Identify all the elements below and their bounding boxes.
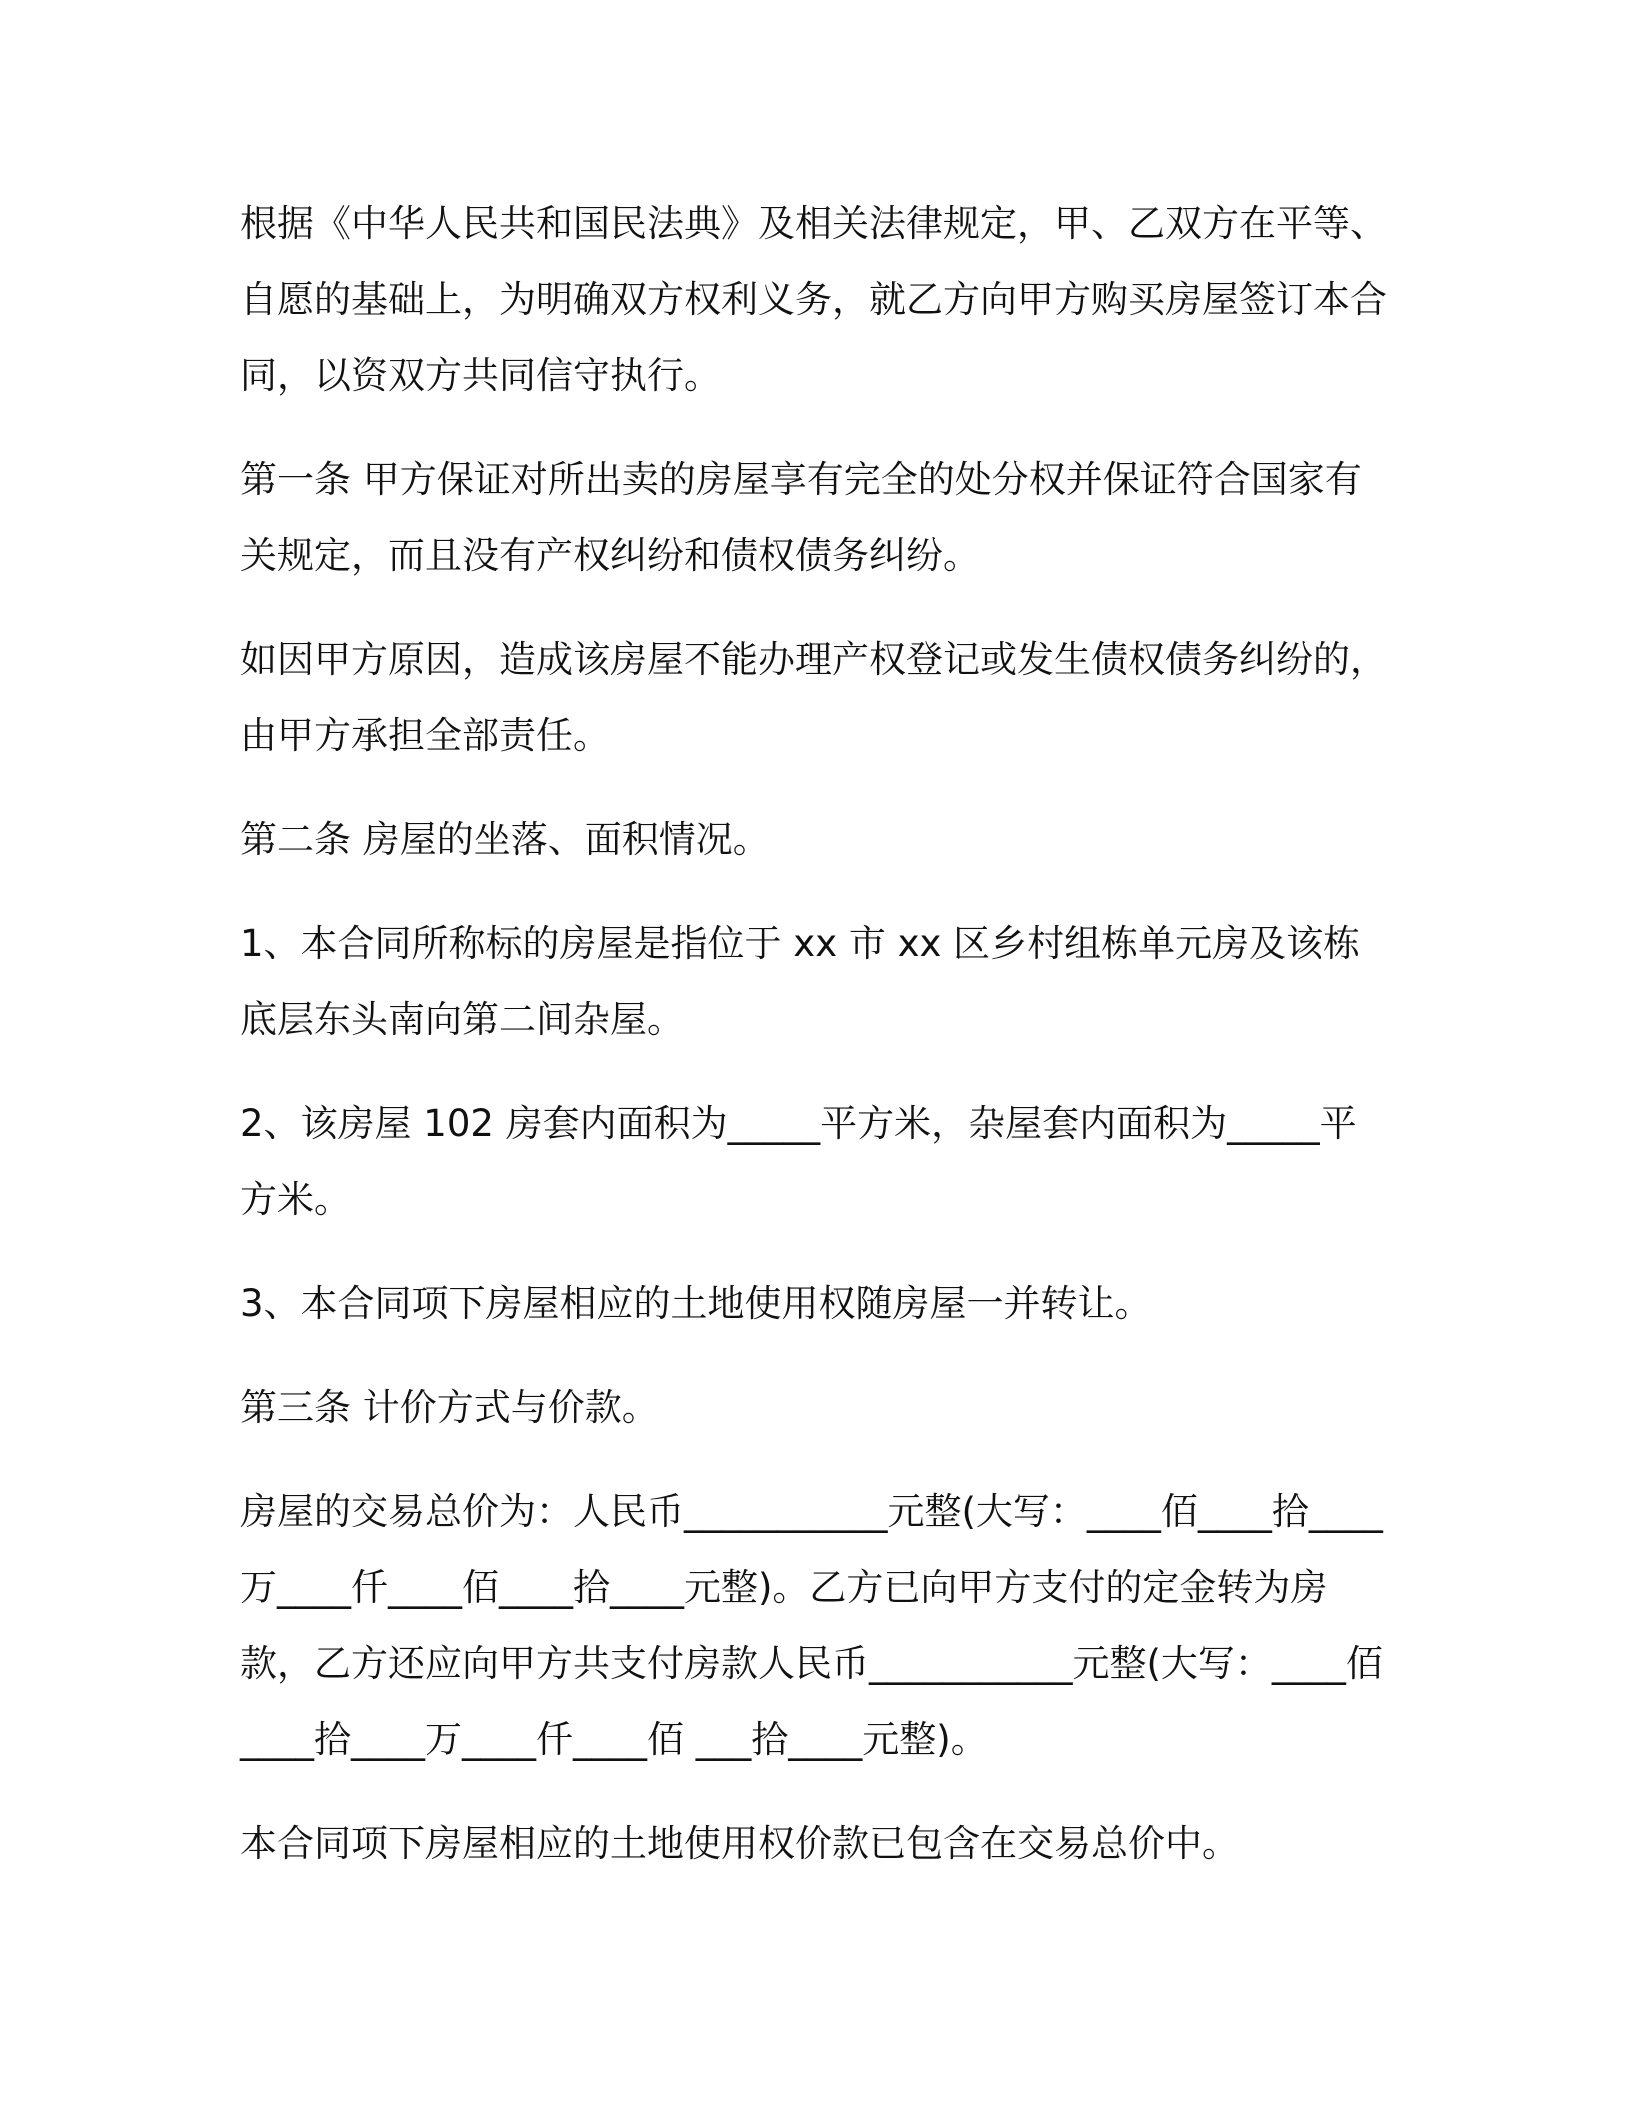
article-2-item-2: 2、该房屋 102 房套内面积为_____平方米，杂屋套内面积为_____平方米。 [240, 1102, 1357, 1221]
article-1-paragraph: 第一条 甲方保证对所出卖的房屋享有完全的处分权并保证符合国家有关规定，而且没有产权纠纷和债权债务纠纷。 [240, 458, 1362, 577]
article-2-item-1: 1、本合同所称标的房屋是指位于 xx 市 xx 区乡村组栋单元房及该栋底层东头南向第二间杂屋。 [240, 922, 1361, 1041]
article-2-heading: 第二条 房屋的坐落、面积情况。 [240, 818, 770, 861]
document-body [240, 186, 1392, 1910]
article-3-land-paragraph: 本合同项下房屋相应的土地使用权价款已包含在交易总价中。 [240, 1822, 1239, 1865]
article-3-price-paragraph: 房屋的交易总价为：人民币___________元整(大写：____佰____拾____万____仟____佰____拾____元整)。乙方已向甲方支付的定金转为房款，乙方还应向甲方共支付房款人民币___________元整(大写：____佰____拾____万____仟____佰 ___拾____元整)。 [240, 1490, 1383, 1761]
article-3-heading: 第三条 计价方式与价款。 [240, 1386, 659, 1429]
intro-paragraph: 根据《中华人民共和国民法典》及相关法律规定，甲、乙双方在平等、自愿的基础上，为明确双方权利义务，就乙方向甲方购买房屋签订本合同，以资双方共同信守执行。 [240, 202, 1387, 397]
article-1-liability-paragraph: 如因甲方原因，造成该房屋不能办理产权登记或发生债权债务纠纷的，由甲方承担全部责任。 [240, 638, 1387, 757]
article-2-item-3: 3、本合同项下房屋相应的土地使用权随房屋一并转让。 [240, 1282, 1152, 1325]
